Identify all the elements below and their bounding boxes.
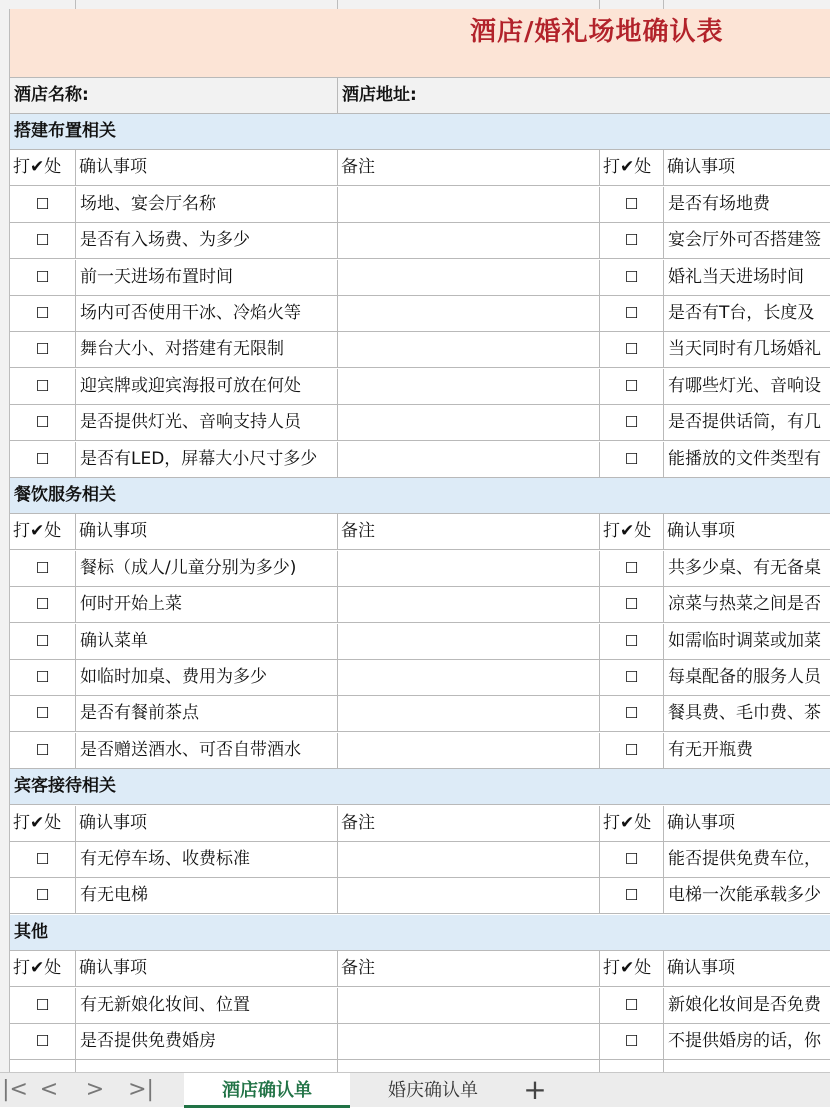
checkbox[interactable]: ☐: [10, 369, 76, 405]
checkbox[interactable]: ☐: [10, 696, 76, 732]
checkbox[interactable]: ☐: [10, 405, 76, 441]
checkbox[interactable]: [10, 1060, 76, 1072]
sheet-title: 酒店/婚礼场地确认表: [470, 17, 724, 47]
checkbox[interactable]: ☐: [10, 332, 76, 368]
column-header-e[interactable]: [664, 0, 830, 9]
note-cell[interactable]: [338, 405, 600, 441]
column-header-b[interactable]: [76, 0, 338, 9]
confirm-item[interactable]: 有无新娘化妆间、位置: [76, 988, 338, 1024]
confirm-item[interactable]: 能否提供免费车位，: [664, 842, 830, 878]
checkbox[interactable]: ☐: [10, 988, 76, 1024]
section-title[interactable]: 搭建布置相关: [10, 114, 830, 150]
checkbox[interactable]: ☐: [600, 696, 664, 732]
checkbox[interactable]: ☐: [600, 551, 664, 587]
confirm-item[interactable]: [664, 1060, 830, 1072]
section-title[interactable]: 其他: [10, 915, 830, 951]
confirm-item[interactable]: 是否提供话筒，有几: [664, 405, 830, 441]
note-column-header[interactable]: 备注: [338, 514, 600, 550]
check-column-header[interactable]: 打✔处: [600, 951, 664, 987]
confirm-item[interactable]: 有无开瓶费: [664, 733, 830, 769]
checkbox[interactable]: ☐: [600, 988, 664, 1024]
item-column-header[interactable]: 确认事项: [76, 806, 338, 842]
note-cell[interactable]: [338, 878, 600, 914]
checkbox[interactable]: ☐: [10, 223, 76, 259]
checkbox[interactable]: ☐: [600, 332, 664, 368]
tab-wedding-confirmation[interactable]: 婚庆确认单: [388, 1080, 478, 1101]
note-cell[interactable]: [338, 587, 600, 623]
checkbox[interactable]: ☐: [10, 660, 76, 696]
item-column-header[interactable]: 确认事项: [664, 150, 830, 186]
note-cell[interactable]: [338, 842, 600, 878]
add-sheet-button[interactable]: +: [523, 1073, 547, 1106]
checkbox[interactable]: ☐: [600, 878, 664, 914]
confirm-item[interactable]: 如临时加桌、费用为多少: [76, 660, 338, 696]
confirm-item[interactable]: 有无停车场、收费标准: [76, 842, 338, 878]
confirm-item[interactable]: 是否赠送酒水、可否自带酒水: [76, 733, 338, 769]
confirm-item[interactable]: 是否有T台，长度及: [664, 296, 830, 332]
note-cell[interactable]: [338, 1060, 600, 1072]
item-column-header[interactable]: 确认事项: [76, 150, 338, 186]
hotel-address-label[interactable]: 酒店地址:: [338, 78, 830, 114]
note-cell[interactable]: [338, 223, 600, 259]
checkbox[interactable]: ☐: [600, 442, 664, 478]
checkbox[interactable]: [600, 1060, 664, 1072]
section-title[interactable]: 宾客接待相关: [10, 769, 830, 805]
note-cell[interactable]: [338, 187, 600, 223]
check-column-header[interactable]: 打✔处: [10, 150, 76, 186]
checkbox[interactable]: ☐: [10, 878, 76, 914]
note-cell[interactable]: [338, 1024, 600, 1060]
confirm-item[interactable]: 场内可否使用干冰、冷焰火等: [76, 296, 338, 332]
confirm-item[interactable]: 宴会厅外可否搭建签: [664, 223, 830, 259]
check-column-header[interactable]: 打✔处: [10, 806, 76, 842]
item-column-header[interactable]: 确认事项: [76, 514, 338, 550]
checkbox[interactable]: ☐: [600, 223, 664, 259]
confirm-item[interactable]: 餐具费、毛巾费、茶: [664, 696, 830, 732]
note-cell[interactable]: [338, 696, 600, 732]
check-column-header[interactable]: 打✔处: [600, 514, 664, 550]
checkbox[interactable]: ☐: [10, 296, 76, 332]
checkbox[interactable]: ☐: [600, 624, 664, 660]
checkbox[interactable]: ☐: [10, 442, 76, 478]
note-column-header[interactable]: 备注: [338, 150, 600, 186]
note-cell[interactable]: [338, 988, 600, 1024]
last-sheet-button[interactable]: >|: [128, 1077, 154, 1102]
confirm-item[interactable]: 舞台大小、对搭建有无限制: [76, 332, 338, 368]
checkbox[interactable]: ☐: [10, 587, 76, 623]
confirm-item[interactable]: 迎宾牌或迎宾海报可放在何处: [76, 369, 338, 405]
note-column-header[interactable]: 备注: [338, 951, 600, 987]
check-column-header[interactable]: 打✔处: [600, 806, 664, 842]
checkbox[interactable]: ☐: [600, 660, 664, 696]
confirm-item[interactable]: 前一天进场布置时间: [76, 260, 338, 296]
previous-sheet-button[interactable]: <: [39, 1077, 59, 1102]
confirm-item[interactable]: 新娘化妆间是否免费: [664, 988, 830, 1024]
confirm-item[interactable]: 有哪些灯光、音响设: [664, 369, 830, 405]
check-column-header[interactable]: 打✔处: [10, 951, 76, 987]
note-cell[interactable]: [338, 332, 600, 368]
confirm-item[interactable]: 是否有LED，屏幕大小尺寸多少: [76, 442, 338, 478]
note-cell[interactable]: [338, 260, 600, 296]
check-column-header[interactable]: 打✔处: [10, 514, 76, 550]
checkbox[interactable]: ☐: [10, 260, 76, 296]
checkbox[interactable]: ☐: [600, 260, 664, 296]
column-header-d[interactable]: [600, 0, 664, 9]
confirm-item[interactable]: 婚礼当天进场时间: [664, 260, 830, 296]
hotel-name-label[interactable]: 酒店名称:: [10, 78, 338, 114]
confirm-item[interactable]: 凉菜与热菜之间是否: [664, 587, 830, 623]
next-sheet-button[interactable]: >: [85, 1077, 105, 1102]
checkbox[interactable]: ☐: [600, 1024, 664, 1060]
checkbox[interactable]: ☐: [600, 187, 664, 223]
first-sheet-button[interactable]: |<: [2, 1077, 28, 1102]
checkbox[interactable]: ☐: [600, 369, 664, 405]
confirm-item[interactable]: 是否有场地费: [664, 187, 830, 223]
note-cell[interactable]: [338, 733, 600, 769]
checkbox[interactable]: ☐: [600, 405, 664, 441]
confirm-item[interactable]: 能播放的文件类型有: [664, 442, 830, 478]
confirm-item[interactable]: 电梯一次能承载多少: [664, 878, 830, 914]
note-cell[interactable]: [338, 660, 600, 696]
confirm-item[interactable]: 场地、宴会厅名称: [76, 187, 338, 223]
note-cell[interactable]: [338, 624, 600, 660]
column-header-a[interactable]: [10, 0, 76, 9]
confirm-item[interactable]: 餐标（成人/儿童分别为多少): [76, 551, 338, 587]
item-column-header[interactable]: 确认事项: [664, 514, 830, 550]
confirm-item[interactable]: 不提供婚房的话，你: [664, 1024, 830, 1060]
column-header-c[interactable]: [338, 0, 600, 9]
confirm-item[interactable]: [76, 1060, 338, 1072]
confirm-item[interactable]: 有无电梯: [76, 878, 338, 914]
note-cell[interactable]: [338, 296, 600, 332]
confirm-item[interactable]: 是否提供灯光、音响支持人员: [76, 405, 338, 441]
note-cell[interactable]: [338, 442, 600, 478]
note-column-header[interactable]: 备注: [338, 806, 600, 842]
item-column-header[interactable]: 确认事项: [664, 951, 830, 987]
checkbox[interactable]: ☐: [600, 587, 664, 623]
checkbox[interactable]: ☐: [10, 551, 76, 587]
check-column-header[interactable]: 打✔处: [600, 150, 664, 186]
note-cell[interactable]: [338, 369, 600, 405]
row-header-gutter[interactable]: [0, 9, 10, 1072]
note-cell[interactable]: [338, 551, 600, 587]
confirm-item[interactable]: 是否有餐前茶点: [76, 696, 338, 732]
confirm-item[interactable]: 是否提供免费婚房: [76, 1024, 338, 1060]
confirm-item[interactable]: 确认菜单: [76, 624, 338, 660]
checkbox[interactable]: ☐: [600, 733, 664, 769]
checkbox[interactable]: ☐: [10, 187, 76, 223]
sheet-tab-bar: [0, 1072, 830, 1107]
confirm-item[interactable]: 每桌配备的服务人员: [664, 660, 830, 696]
confirm-item[interactable]: 是否有入场费、为多少: [76, 223, 338, 259]
section-title[interactable]: 餐饮服务相关: [10, 478, 830, 514]
confirm-item[interactable]: 共多少桌、有无备桌: [664, 551, 830, 587]
tab-hotel-confirmation[interactable]: 酒店确认单: [184, 1073, 350, 1108]
item-column-header[interactable]: 确认事项: [664, 806, 830, 842]
checkbox[interactable]: ☐: [10, 733, 76, 769]
confirm-item[interactable]: 如需临时调菜或加菜: [664, 624, 830, 660]
checkbox[interactable]: ☐: [600, 296, 664, 332]
checkbox[interactable]: ☐: [600, 842, 664, 878]
item-column-header[interactable]: 确认事项: [76, 951, 338, 987]
checkbox[interactable]: ☐: [10, 842, 76, 878]
checkbox[interactable]: ☐: [10, 1024, 76, 1060]
confirm-item[interactable]: 当天同时有几场婚礼: [664, 332, 830, 368]
checkbox[interactable]: ☐: [10, 624, 76, 660]
confirm-item[interactable]: 何时开始上菜: [76, 587, 338, 623]
